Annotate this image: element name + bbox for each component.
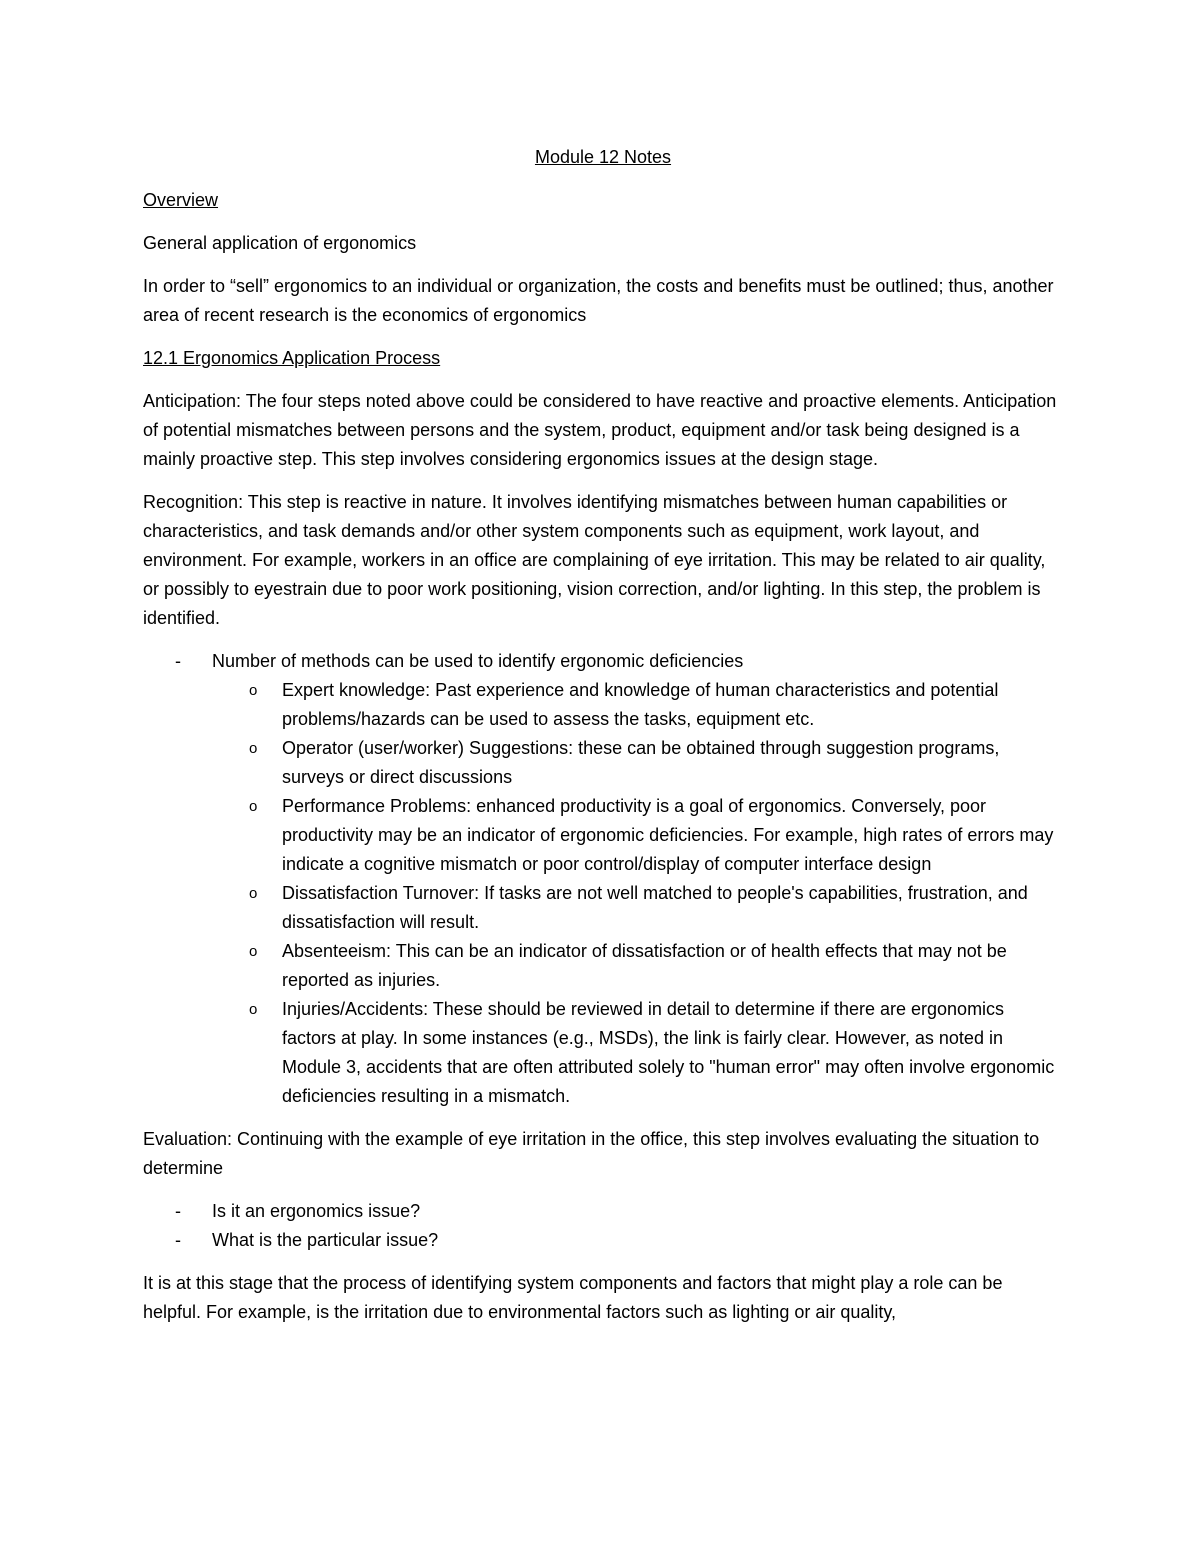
list-item: [143, 1226, 1063, 1255]
recognition-paragraph: Recognition: This step is reactive in nature. It involves identifying mismatches between human capabilities or characteristics, and task demands and/or other system components such as equipment, work layout, and environment. For example, workers in an office are complaining of eye irritation. This may be related to air quality, or possibly to eyestrain due to poor work positioning, vision correction, and/or lighting. In this step, the problem is identified.: [143, 492, 1046, 628]
list-item-text: Is it an ergonomics issue?: [212, 1201, 421, 1221]
dash-bullet: -: [175, 1201, 181, 1221]
list-item-text: Number of methods can be used to identify ergonomic deficiencies: [212, 651, 744, 671]
list-item: [212, 734, 1063, 792]
list-item: [212, 676, 1063, 734]
list-item-text: Operator (user/worker) Suggestions: these can be obtained through suggestion programs, surveys or direct discussions: [282, 738, 1000, 787]
list-item-text: Injuries/Accidents: These should be reviewed in detail to determine if there are ergonomics factors at play. In some instances (e.g., MSDs), the link is fairly clear. However, as noted in Module 3, accidents that are often attributed solely to "human error" may often involve ergonomic deficiencies resulting in a mismatch.: [282, 999, 1055, 1106]
evaluation-list: [143, 1197, 1063, 1255]
circle-bullet: o: [249, 885, 258, 902]
circle-bullet: o: [249, 798, 258, 815]
circle-bullet: o: [249, 740, 258, 757]
circle-bullet: o: [249, 1001, 258, 1018]
closing-paragraph: It is at this stage that the process of identifying system components and factors that might play a role can be helpful. For example, is the irritation due to environmental factors such as lighting or air quality,: [143, 1273, 1003, 1322]
document-body: [143, 143, 1063, 1341]
list-item-text: Dissatisfaction Turnover: If tasks are not well matched to people's capabilities, frustration, and dissatisfaction will result.: [282, 883, 1028, 932]
dash-bullet: -: [175, 1230, 181, 1250]
document-title: Module 12 Notes: [534, 147, 672, 167]
list-item-text: Absenteeism: This can be an indicator of dissatisfaction or of health effects that may not be reported as injuries.: [282, 941, 1007, 990]
anticipation-paragraph: Anticipation: The four steps noted above could be considered to have reactive and proactive elements. Anticipation of potential mismatches between persons and the system, product, equipment and/or task being designed is a mainly proactive step. This step involves considering ergonomics issues at the design stage.: [143, 391, 1057, 469]
list-item: [143, 1197, 1063, 1226]
list-item-text: Performance Problems: enhanced productivity is a goal of ergonomics. Conversely, poor productivity may be an indicator of ergonomic deficiencies. For example, high rates of errors may indicate a cognitive mismatch or poor control/display of computer interface design: [282, 796, 1054, 874]
list-item: [212, 879, 1063, 937]
overview-heading: Overview: [143, 190, 219, 210]
circle-bullet: o: [249, 943, 258, 960]
evaluation-paragraph: Evaluation: Continuing with the example of eye irritation in the office, this step involves evaluating the situation to determine: [143, 1129, 1040, 1178]
methods-list: [143, 647, 1063, 1111]
section-heading: 12.1 Ergonomics Application Process: [143, 348, 441, 368]
overview-line: General application of ergonomics: [143, 233, 417, 253]
dash-bullet: -: [175, 651, 181, 671]
list-item-text: What is the particular issue?: [212, 1230, 439, 1250]
list-item: [212, 937, 1063, 995]
methods-sublist: [212, 676, 1063, 1111]
circle-bullet: o: [249, 682, 258, 699]
list-item: [143, 647, 1063, 1111]
list-item-text: Expert knowledge: Past experience and knowledge of human characteristics and potential problems/hazards can be used to assess the tasks, equipment etc.: [282, 680, 999, 729]
intro-paragraph: In order to “sell” ergonomics to an individual or organization, the costs and benefits must be outlined; thus, another area of recent research is the economics of ergonomics: [143, 276, 1054, 325]
list-item: [212, 792, 1063, 879]
list-item: [212, 995, 1063, 1111]
